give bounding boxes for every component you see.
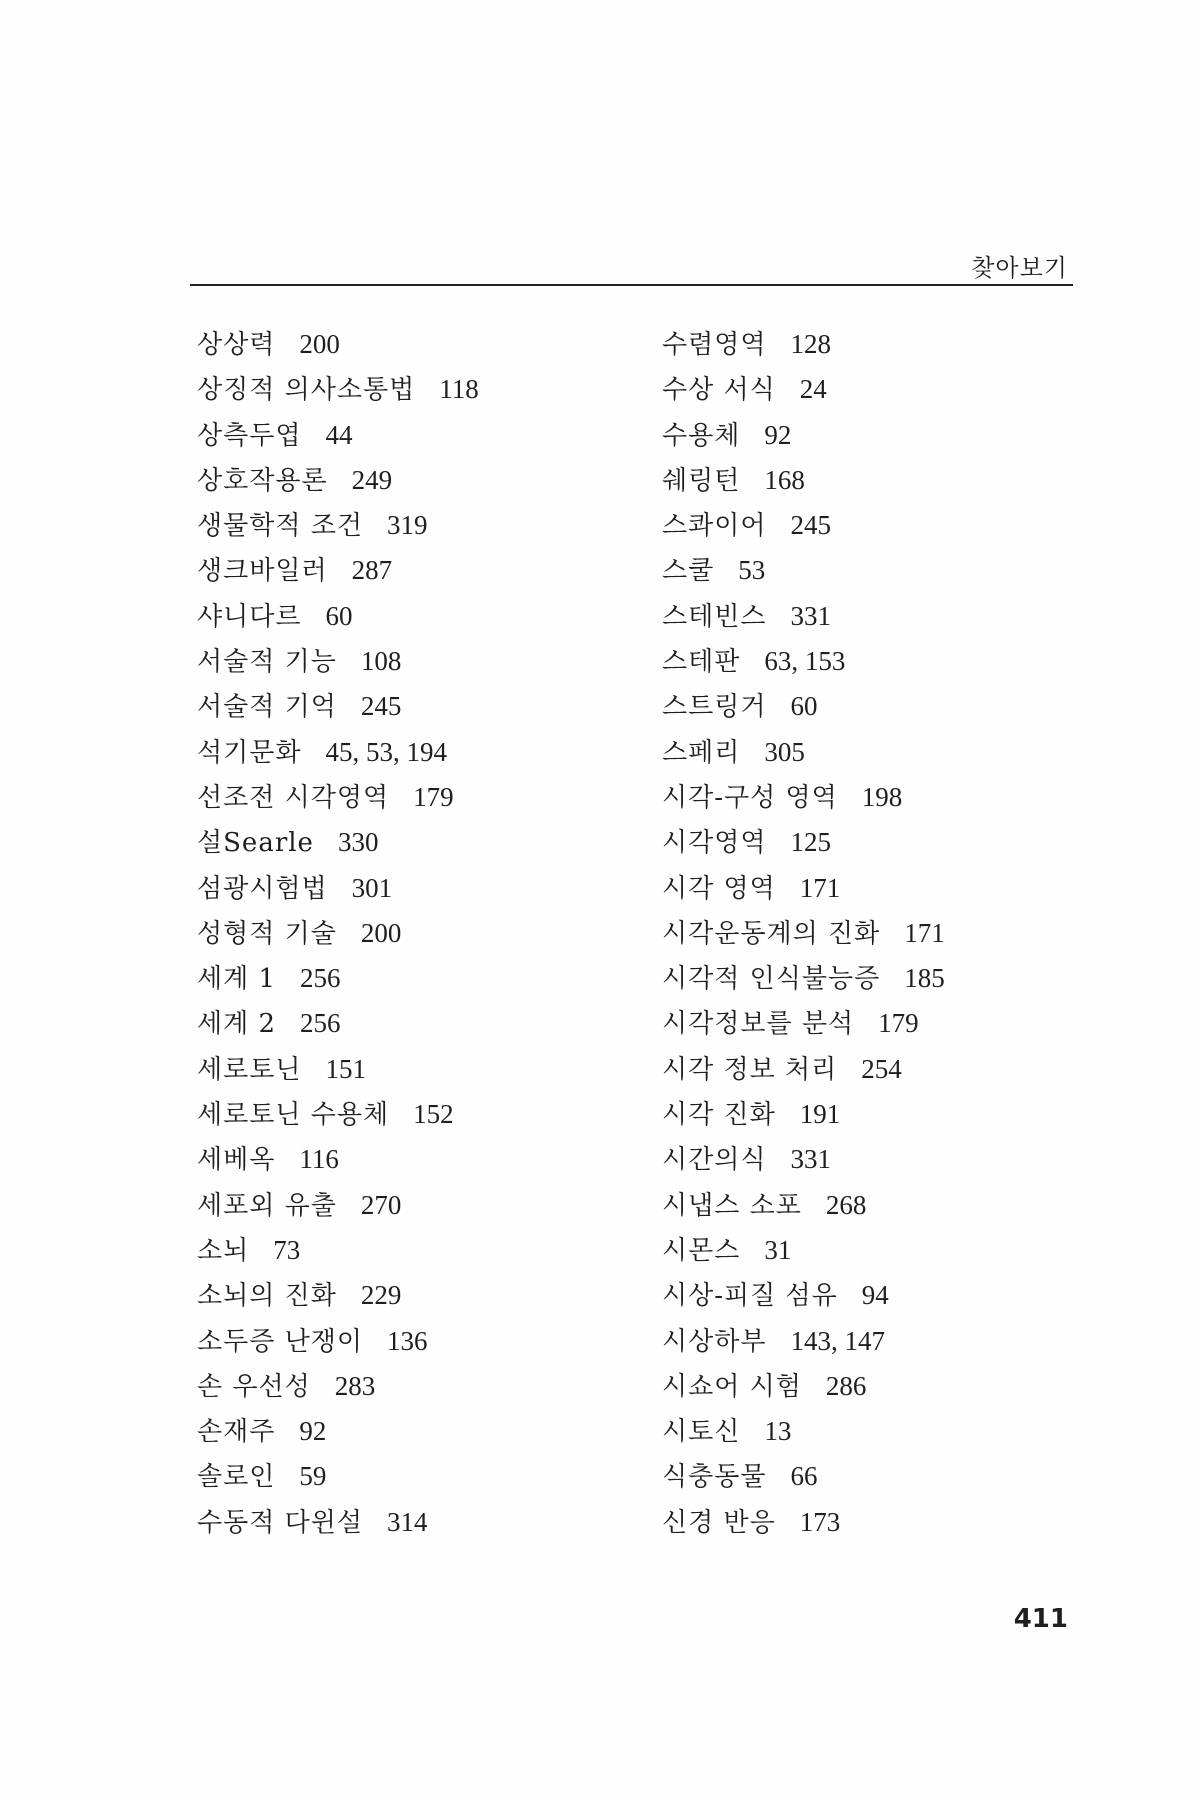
index-term: 서술적 기능 xyxy=(197,647,337,678)
index-term: 상측두엽 xyxy=(197,420,302,451)
index-term: 시각-구성 영역 xyxy=(662,782,838,813)
index-entry xyxy=(197,458,617,503)
index-page-ref: 125 xyxy=(790,827,831,858)
index-entry xyxy=(662,1273,1102,1318)
index-page-ref: 143, 147 xyxy=(790,1325,885,1356)
index-page-ref: 331 xyxy=(790,1144,831,1175)
index-page-ref: 256 xyxy=(300,963,341,994)
index-page-ref: 287 xyxy=(351,555,393,586)
index-column-right xyxy=(662,322,1102,1545)
index-term: 세로토닌 xyxy=(197,1054,302,1085)
index-page-ref: 73 xyxy=(273,1234,301,1265)
index-term: 시상-피질 섬유 xyxy=(662,1281,838,1312)
index-page-ref: 45, 53, 194 xyxy=(325,736,447,767)
index-term: 스페리 xyxy=(662,737,741,768)
index-entry xyxy=(662,820,1102,865)
index-entry xyxy=(197,1364,617,1409)
index-entry xyxy=(662,594,1102,639)
index-entry xyxy=(197,503,617,548)
index-entry xyxy=(197,1273,617,1318)
index-page-ref: 171 xyxy=(904,917,945,948)
index-term: 스테판 xyxy=(662,647,741,678)
index-entry xyxy=(662,639,1102,684)
index-term: 솔로인 xyxy=(197,1462,276,1493)
index-term: 석기문화 xyxy=(197,737,302,768)
index-term: 시각 영역 xyxy=(662,873,776,904)
index-entry xyxy=(662,775,1102,820)
index-page-ref: 116 xyxy=(299,1144,339,1175)
index-term: 시각영역 xyxy=(662,828,767,859)
index-term: 수상 서식 xyxy=(662,375,776,406)
index-entry xyxy=(197,684,617,729)
index-page-ref: 179 xyxy=(878,1008,919,1039)
index-page-ref: 254 xyxy=(861,1053,902,1084)
index-entry xyxy=(197,413,617,458)
index-entry xyxy=(662,911,1102,956)
index-term: 식충동물 xyxy=(662,1462,767,1493)
index-term: 소뇌 xyxy=(197,1235,250,1266)
index-page-ref: 249 xyxy=(351,464,393,495)
index-page-ref: 331 xyxy=(790,600,831,631)
index-term: 손재주 xyxy=(197,1417,276,1448)
index-entry xyxy=(662,548,1102,593)
index-term: 생물학적 조건 xyxy=(197,511,363,542)
index-page-ref: 179 xyxy=(413,781,454,812)
index-term: 생크바일러 xyxy=(197,556,328,587)
index-term: 쉐링턴 xyxy=(662,465,741,496)
index-term: 시각정보를 분석 xyxy=(662,1009,855,1040)
index-term: 스콰이어 xyxy=(662,511,767,542)
index-page-ref: 151 xyxy=(325,1053,366,1084)
index-entry xyxy=(197,956,617,1001)
index-entry xyxy=(662,1500,1102,1545)
index-entry xyxy=(197,775,617,820)
index-entry xyxy=(197,367,617,412)
index-page-ref: 60 xyxy=(790,691,818,722)
index-term: 세포외 유출 xyxy=(197,1190,337,1221)
index-entry xyxy=(662,1454,1102,1499)
index-entry xyxy=(197,1092,617,1137)
index-page-ref: 136 xyxy=(386,1325,428,1356)
index-page-ref: 31 xyxy=(764,1234,792,1265)
index-page-ref: 108 xyxy=(360,646,402,677)
index-term: 상상력 xyxy=(197,330,276,360)
index-entry xyxy=(662,1319,1102,1364)
index-term: 시간의식 xyxy=(662,1145,767,1176)
index-entry xyxy=(662,1409,1102,1454)
header-rule xyxy=(190,284,1073,286)
index-term: 수동적 다윈설 xyxy=(197,1507,363,1538)
index-entry xyxy=(662,1092,1102,1137)
index-page-ref: 92 xyxy=(299,1416,327,1447)
index-entry xyxy=(197,322,617,367)
index-term: 소두증 난쟁이 xyxy=(197,1326,363,1357)
index-entry xyxy=(197,548,617,593)
index-page-ref: 92 xyxy=(764,419,792,450)
index-page-ref: 245 xyxy=(790,510,831,541)
index-entry xyxy=(197,820,617,865)
index-entry xyxy=(197,1319,617,1364)
index-entry xyxy=(197,911,617,956)
index-page-ref: 200 xyxy=(299,329,340,359)
index-page-ref: 330 xyxy=(337,827,379,858)
index-entry xyxy=(662,1001,1102,1046)
index-column-left xyxy=(197,322,617,1545)
index-page-ref: 94 xyxy=(861,1280,889,1311)
index-page-ref: 60 xyxy=(325,600,353,631)
running-header: 찾아보기 xyxy=(971,254,1068,282)
index-term: 세계 1 xyxy=(197,964,277,995)
index-entry xyxy=(197,866,617,911)
index-term: 시각적 인식불능증 xyxy=(662,964,881,995)
index-term: 스쿨 xyxy=(662,556,715,587)
index-term: 상호작용론 xyxy=(197,465,328,496)
index-entry xyxy=(197,1137,617,1182)
index-term: 스트링거 xyxy=(662,692,767,723)
index-page-ref: 118 xyxy=(439,374,479,405)
index-term: 시각운동계의 진화 xyxy=(662,918,881,949)
index-entry xyxy=(197,594,617,639)
index-entry xyxy=(197,1409,617,1454)
index-entry xyxy=(662,684,1102,729)
index-page-ref: 66 xyxy=(790,1461,818,1492)
index-term: 수용체 xyxy=(662,420,741,451)
index-page-ref: 305 xyxy=(764,736,805,767)
index-page-ref: 13 xyxy=(764,1416,792,1447)
index-page-ref: 44 xyxy=(325,419,353,450)
index-entry xyxy=(662,413,1102,458)
index-entry xyxy=(197,1047,617,1092)
index-entry xyxy=(662,866,1102,911)
index-page-ref: 63, 153 xyxy=(764,646,846,677)
index-entry xyxy=(662,367,1102,412)
index-entry xyxy=(197,1500,617,1545)
index-page-ref: 53 xyxy=(738,555,766,586)
index-term: 스테빈스 xyxy=(662,601,767,632)
index-term: 수렴영역 xyxy=(662,330,767,360)
index-page-ref: 314 xyxy=(386,1506,428,1537)
index-entry xyxy=(662,1228,1102,1273)
index-entry xyxy=(662,503,1102,548)
index-term: 서술적 기억 xyxy=(197,692,337,723)
index-term: 섬광시험법 xyxy=(197,873,328,904)
index-term: 선조전 시각영역 xyxy=(197,782,390,813)
index-entry xyxy=(662,322,1102,367)
index-page-ref: 286 xyxy=(825,1370,867,1401)
index-term: 소뇌의 진화 xyxy=(197,1281,337,1312)
index-page-ref: 256 xyxy=(300,1008,341,1039)
index-page-ref: 268 xyxy=(825,1189,867,1220)
index-term: 시각 정보 처리 xyxy=(662,1054,838,1085)
index-entry xyxy=(197,1228,617,1273)
index-entry xyxy=(662,1137,1102,1182)
index-page-ref: 128 xyxy=(790,329,831,359)
index-term: 손 우선성 xyxy=(197,1371,311,1402)
index-page-ref: 185 xyxy=(904,963,945,994)
index-entry xyxy=(662,1047,1102,1092)
index-page-ref: 283 xyxy=(334,1370,376,1401)
index-term: 시각 진화 xyxy=(662,1100,776,1131)
index-page-ref: 173 xyxy=(799,1506,841,1537)
index-page-ref: 168 xyxy=(764,464,805,495)
index-entry xyxy=(662,730,1102,775)
page-number: 411 xyxy=(1013,1604,1068,1634)
index-page-ref: 245 xyxy=(360,691,402,722)
index-page-ref: 319 xyxy=(386,510,428,541)
index-page-ref: 191 xyxy=(799,1099,841,1130)
index-entry xyxy=(197,639,617,684)
index-term: 신경 반응 xyxy=(662,1507,776,1538)
index-term: 상징적 의사소통법 xyxy=(197,375,416,406)
index-term: 세로토닌 수용체 xyxy=(197,1100,390,1131)
index-term: 시냅스 소포 xyxy=(662,1190,802,1221)
index-term: 샤니다르 xyxy=(197,601,302,632)
index-page-ref: 24 xyxy=(799,374,827,405)
index-page-ref: 200 xyxy=(360,917,402,948)
index-entry xyxy=(197,730,617,775)
index-entry xyxy=(662,1183,1102,1228)
index-entry xyxy=(662,458,1102,503)
index-term: 시토신 xyxy=(662,1417,741,1448)
index-page-ref: 59 xyxy=(299,1461,327,1492)
index-term: 시몬스 xyxy=(662,1235,741,1266)
index-entry xyxy=(662,956,1102,1001)
index-entry xyxy=(197,1454,617,1499)
index-term: 시상하부 xyxy=(662,1326,767,1357)
index-page-ref: 270 xyxy=(360,1189,402,1220)
index-entry xyxy=(197,1001,617,1046)
index-page-ref: 152 xyxy=(413,1099,454,1130)
index-page-ref: 229 xyxy=(360,1280,402,1311)
index-term: 성형적 기술 xyxy=(197,918,337,949)
index-page-ref: 198 xyxy=(861,781,903,812)
index-term: 시쇼어 시험 xyxy=(662,1371,802,1402)
index-term: 세계 2 xyxy=(197,1009,277,1040)
index-term: 세베옥 xyxy=(197,1145,276,1176)
index-entry xyxy=(662,1364,1102,1409)
index-entry xyxy=(197,1183,617,1228)
index-page-ref: 301 xyxy=(351,872,393,903)
index-term: 설Searle xyxy=(197,828,314,859)
index-page-ref: 171 xyxy=(799,872,841,903)
